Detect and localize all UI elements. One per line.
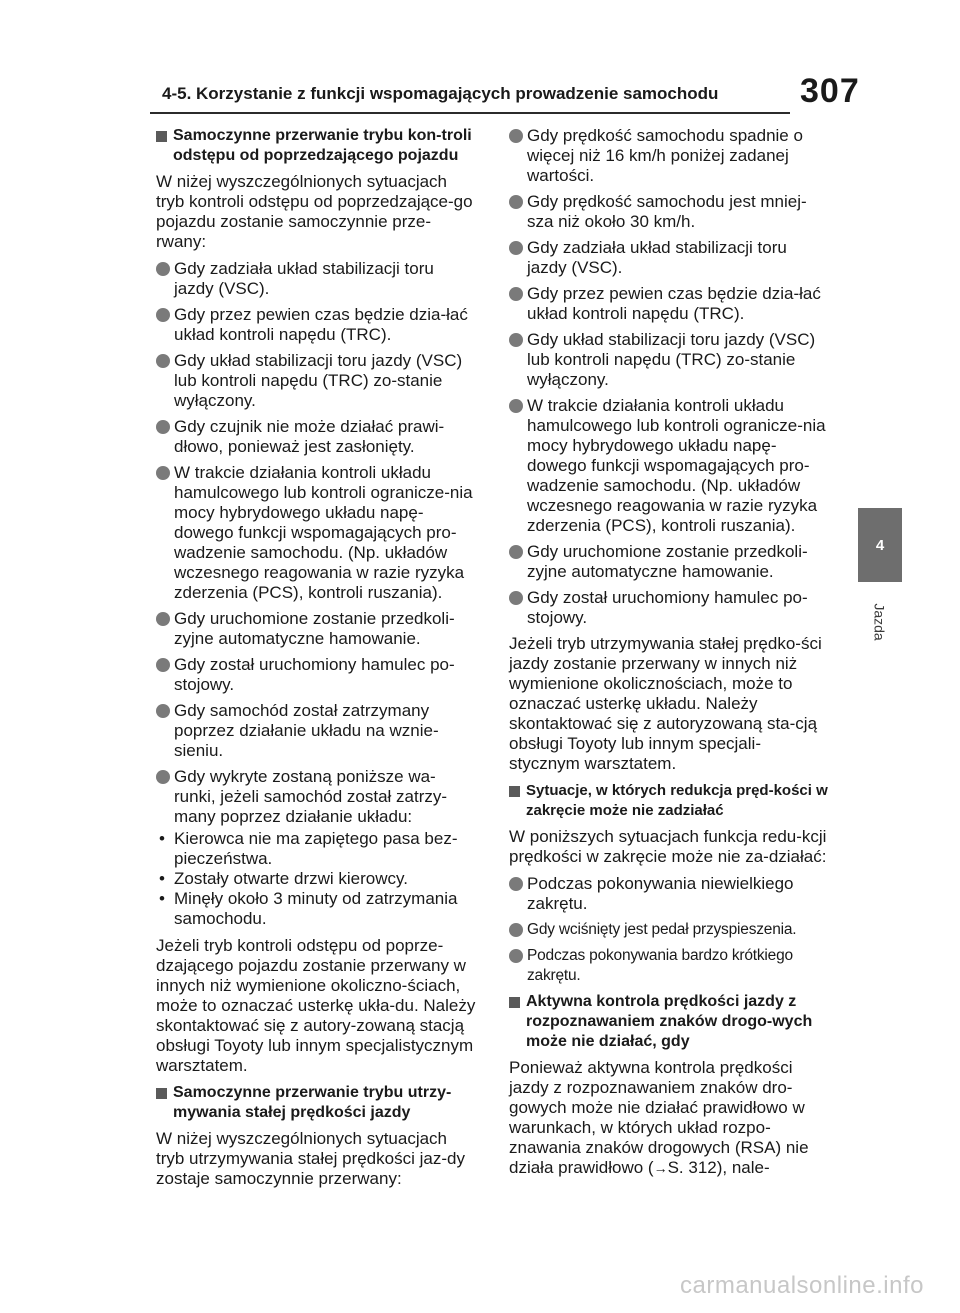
- chapter-label: Jazda: [872, 603, 889, 641]
- paragraph: Jeżeli tryb kontroli odstępu od poprze-dzającego pojazdu zostanie przerwany w innych niż wymienione okoliczno-ściach, może to oznaczać usterkę ukła-du. Należy skontaktować się z autory-zowaną stacją obsługi Toyoty lub innym specjalistycznym warsztatem.: [156, 936, 476, 1075]
- circle-bullet-icon: [156, 612, 170, 626]
- circle-bullet-icon: [156, 770, 170, 784]
- section-heading: Samoczynne przerwanie trybu utrzy-mywania stałej prędkości jazdy: [156, 1083, 476, 1123]
- list-item: Gdy wykryte zostaną poniższe wa-runki, jeżeli samochód został zatrzy-many poprzez działanie układu:: [156, 767, 476, 827]
- list-item: Gdy prędkość samochodu jest mniej-sza niż około 30 km/h.: [509, 192, 829, 232]
- list-item: Gdy zadziała układ stabilizacji toru jazdy (VSC).: [156, 259, 476, 299]
- paragraph: W niżej wyszczególnionych sytuacjach tryb kontroli odstępu od poprzedzające-go pojazdu zostanie samoczynnie prze-rwany:: [156, 172, 473, 251]
- list-item: W trakcie działania kontroli układu hamulcowego lub kontroli ogranicze-nia mocy hybrydowego układu napę-dowego funkcji wspomagających pro-wadzenie samochodu. (Np. układów wczesnego reagowania w razie ryzyka zderzenia (PCS), kontroli ruszania).: [156, 463, 476, 603]
- paragraph: Ponieważ aktywna kontrola prędkości jazdy z rozpoznawaniem znaków dro-gowych może nie działać prawidłowo w warunkach, w których układ rozpo-znawania znaków drogowych (RSA) nie działa prawidłowo (→S. 312), nale-: [509, 1058, 809, 1177]
- list-item: Gdy układ stabilizacji toru jazdy (VSC) lub kontroli napędu (TRC) zo-stanie wyłączony.: [509, 330, 829, 390]
- dot-bullet-icon: •: [159, 869, 165, 888]
- list-item: W trakcie działania kontroli układu hamulcowego lub kontroli ogranicze-nia mocy hybrydowego układu napę-dowego funkcji wspomagających pro-wadzenie samochodu. (Np. układów wczesnego reagowania w razie ryzyka zderzenia (PCS), kontroli ruszania).: [509, 396, 829, 536]
- sub-list-item: • Minęły około 3 minuty od zatrzymania samochodu.: [159, 889, 458, 928]
- circle-bullet-icon: [509, 949, 523, 963]
- section-heading: Sytuacje, w których redukcja pręd-kości w zakręcie może nie zadziałać: [509, 781, 829, 821]
- circle-bullet-icon: [509, 545, 523, 559]
- circle-bullet-icon: [509, 129, 523, 143]
- left-column: [156, 126, 476, 1196]
- circle-bullet-icon: [156, 658, 170, 672]
- circle-bullet-icon: [509, 591, 523, 605]
- list-item: Gdy wciśnięty jest pedał przyspieszenia.: [509, 920, 829, 940]
- list-item: Gdy zadziała układ stabilizacji toru jazdy (VSC).: [509, 238, 829, 278]
- list-item: Gdy samochód został zatrzymany poprzez działanie układu na wznie-sieniu.: [156, 701, 476, 761]
- paragraph: W poniższych sytuacjach funkcja redu-kcji prędkości w zakręcie może nie za-działać:: [509, 827, 827, 866]
- dot-bullet-icon: •: [159, 889, 165, 908]
- circle-bullet-icon: [509, 241, 523, 255]
- list-item: Gdy został uruchomiony hamulec po-stojowy.: [156, 655, 476, 695]
- circle-bullet-icon: [509, 399, 523, 413]
- square-bullet-icon: [156, 131, 167, 142]
- list-item: Gdy uruchomione zostanie przedkoli-zyjne automatyczne hamowanie.: [156, 609, 476, 649]
- square-bullet-icon: [509, 786, 520, 797]
- circle-bullet-icon: [156, 704, 170, 718]
- circle-bullet-icon: [156, 262, 170, 276]
- list-item: Podczas pokonywania bardzo krótkiego zakrętu.: [509, 946, 829, 986]
- list-item: Gdy układ stabilizacji toru jazdy (VSC) lub kontroli napędu (TRC) zo-stanie wyłączony.: [156, 351, 476, 411]
- chapter-tab: 4: [858, 508, 902, 582]
- paragraph: W niżej wyszczególnionych sytuacjach tryb utrzymywania stałej prędkości jaz-dy zostaje samoczynnie przerwany:: [156, 1129, 465, 1188]
- header-title: 4-5. Korzystanie z funkcji wspomagających prowadzenie samochodu: [162, 84, 719, 103]
- dot-bullet-icon: •: [159, 829, 165, 848]
- list-item: Gdy czujnik nie może działać prawi-dłowo, ponieważ jest zasłonięty.: [156, 417, 476, 457]
- circle-bullet-icon: [509, 877, 523, 891]
- paragraph: Jeżeli tryb utrzymywania stałej prędko-ści jazdy zostanie przerwany w innych niż wymienione okolicznościach, może to oznaczać usterkę układu. Należy skontaktować się z autoryzowaną sta-cją obsługi Toyoty lub innym specjali-stycznym warsztatem.: [509, 634, 822, 773]
- circle-bullet-icon: [156, 354, 170, 368]
- circle-bullet-icon: [156, 420, 170, 434]
- circle-bullet-icon: [509, 287, 523, 301]
- list-item: Podczas pokonywania niewielkiego zakrętu.: [509, 874, 829, 914]
- watermark: carmanualsonline.info: [680, 1272, 924, 1299]
- list-item: Gdy został uruchomiony hamulec po-stojowy.: [509, 588, 829, 628]
- list-item: Gdy przez pewien czas będzie dzia-łać układ kontroli napędu (TRC).: [509, 284, 829, 324]
- sub-list-item: • Kierowca nie ma zapiętego pasa bez-pieczeństwa.: [159, 829, 458, 868]
- circle-bullet-icon: [156, 308, 170, 322]
- arrow-right-icon: →: [653, 1160, 668, 1176]
- square-bullet-icon: [156, 1088, 167, 1099]
- circle-bullet-icon: [509, 195, 523, 209]
- circle-bullet-icon: [509, 333, 523, 347]
- header-rule: [150, 112, 790, 114]
- circle-bullet-icon: [509, 923, 523, 937]
- section-heading: Aktywna kontrola prędkości jazdy z rozpoznawaniem znaków drogo-wych może nie działać, gdy: [509, 992, 829, 1052]
- circle-bullet-icon: [156, 466, 170, 480]
- right-column: [509, 126, 829, 1185]
- page-reference: S. 312), nale-: [667, 1158, 770, 1177]
- section-heading: Samoczynne przerwanie trybu kon-troli odstępu od poprzedzającego pojazdu: [156, 126, 476, 166]
- list-item: Gdy prędkość samochodu spadnie o więcej niż 16 km/h poniżej zadanej wartości.: [509, 126, 829, 186]
- page-number: 307: [800, 72, 860, 110]
- square-bullet-icon: [509, 997, 520, 1008]
- sub-list-item: • Zostały otwarte drzwi kierowcy.: [159, 869, 408, 888]
- list-item: Gdy przez pewien czas będzie dzia-łać układ kontroli napędu (TRC).: [156, 305, 476, 345]
- list-item: Gdy uruchomione zostanie przedkoli-zyjne automatyczne hamowanie.: [509, 542, 829, 582]
